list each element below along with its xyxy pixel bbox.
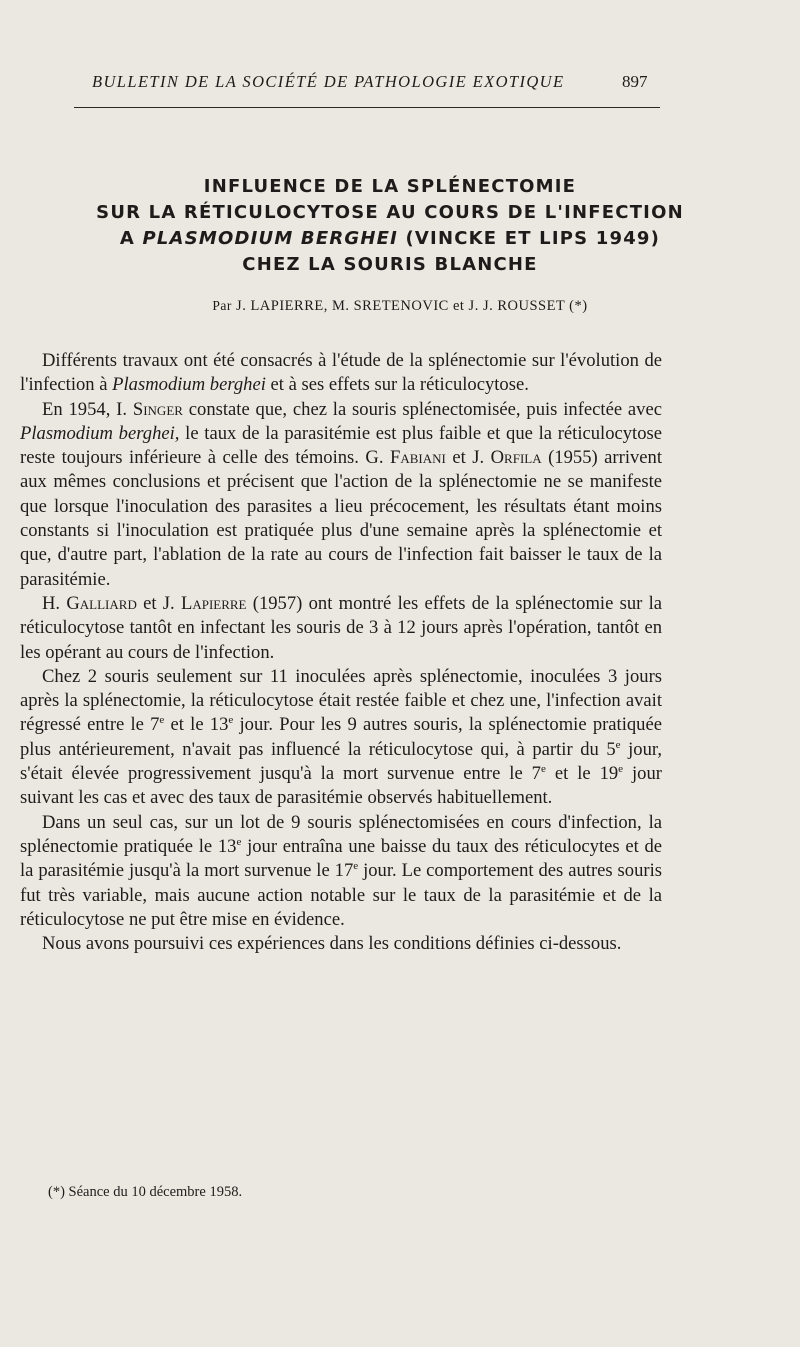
- title-line-3: [40, 226, 740, 252]
- text-run: (1957) ont montré les effets de la splénectomie sur la réticulocytose tantôt en infectant les souris de 3 à 12 jours après l'opération, tantôt en les opérant au cours de l'infection.: [20, 592, 663, 663]
- text-run: le taux de la parasitémie est plus faible et que la réticulocytose reste toujours inférieure à celle des témoins. G.: [20, 422, 663, 469]
- header-rule: [74, 107, 660, 108]
- ordinal-suffix: e: [618, 763, 624, 776]
- page-number: 897: [622, 72, 648, 91]
- title-authority: (VINCKE ET LIPS 1949): [405, 228, 661, 249]
- paragraph-1: [20, 349, 662, 398]
- paragraph-2: [20, 398, 662, 592]
- author-name: Lapierre: [180, 592, 247, 614]
- title-line-4: CHEZ LA SOURIS BLANCHE: [242, 254, 538, 275]
- author-name: Singer: [132, 398, 183, 420]
- author-name: Orfila: [490, 447, 542, 469]
- running-title: BULLETIN DE LA SOCIÉTÉ DE PATHOLOGIE EXOTIQUE: [92, 72, 565, 91]
- ordinal-suffix: e: [228, 714, 234, 727]
- text-run: et J.: [136, 592, 181, 614]
- species-name: Plasmodium berghei,: [20, 422, 180, 444]
- footnote: (*) Séance du 10 décembre 1958.: [48, 1184, 243, 1200]
- byline-prefix: Par: [212, 298, 232, 313]
- text-run: Différents travaux ont été consacrés à l'étude de la splénectomie sur l'évolution de l'infection à: [20, 350, 662, 396]
- text-run: Dans un seul cas, sur un lot de 9 souris splénectomisées en cours d'infection, la splénectomie pratiquée le 13: [20, 811, 662, 857]
- ordinal-suffix: e: [615, 738, 621, 751]
- text-run: constate que, chez la souris splénectomisée, puis infectée avec: [182, 398, 662, 420]
- text-run: jour. Pour les 9 autres souris, la splénectomie pratiquée plus antérieurement, n'avait pas influencé la réticulocytose qui, à partir du 5: [20, 714, 662, 760]
- text-run: et le 13: [164, 714, 229, 736]
- author-name: Fabiani: [389, 447, 446, 469]
- text-run: jour entraîna une baisse du taux des réticulocytes et de la parasitémie jusqu'à la mort survenue le 17: [20, 835, 663, 882]
- text-run: et le 19: [545, 763, 619, 785]
- ordinal-suffix: e: [353, 860, 359, 873]
- text-run: jour. Le comportement des autres souris fut très variable, mais aucune action notable sur le taux de la parasitémie et de la réticulocytose ne put être mise en évidence.: [20, 860, 662, 930]
- text-run: jour suivant les cas et avec des taux de parasitémie observés habituellement.: [20, 763, 662, 809]
- paragraph-3: [20, 592, 662, 665]
- author-names: J. LAPIERRE, M. SRETENOVIC et J. J. ROUSSET: [236, 298, 566, 314]
- text-run: (1955) arrivent aux mêmes conclusions et précisent que l'action de la splénectomie ne se manifeste que lorsque l'inoculation des parasites a lieu précocement, les résultats étant moins constants si l'inoculation est pratiquée plus d'une semaine après la splénectomie et que, d'autre part, l'ablation de la rate au cours de l'infection fait baisser le taux de la parasitémie.: [20, 447, 662, 590]
- text-run: En 1954, I.: [42, 398, 133, 420]
- paragraph-4: [20, 665, 662, 811]
- ordinal-suffix: e: [540, 763, 546, 776]
- title-species: PLASMODIUM BERGHEI: [142, 228, 399, 249]
- byline: [0, 298, 800, 315]
- article-title: [40, 174, 740, 278]
- paragraph-5: [20, 811, 662, 932]
- article-body: [20, 349, 662, 956]
- text-run: Chez 2 souris seulement sur 11 inoculées après splénectomie, inoculées 3 jours après la splénectomie, la réticulocytose était restée faible et chez une, l'infection avait régressé entre le 7: [20, 665, 662, 736]
- species-name: Plasmodium berghei: [112, 374, 266, 396]
- title-line-1: INFLUENCE DE LA SPLÉNECTOMIE: [203, 176, 577, 197]
- text-run: jour, s'était élevée progressivement jusqu'à la mort survenue entre le 7: [20, 738, 662, 785]
- text-run: et J.: [445, 447, 491, 469]
- running-head: [0, 70, 800, 100]
- title-prefix: A: [119, 228, 136, 249]
- author-name: Galliard: [66, 592, 137, 614]
- ordinal-suffix: e: [159, 714, 165, 727]
- paragraph-6: Nous avons poursuivi ces expériences dans les conditions définies ci-dessous.: [42, 933, 622, 955]
- text-run: et à ses effets sur la réticulocytose.: [265, 374, 529, 396]
- footnote-mark: (*): [569, 298, 588, 314]
- ordinal-suffix: e: [236, 835, 242, 848]
- title-line-2: SUR LA RÉTICULOCYTOSE AU COURS DE L'INFECTION: [96, 202, 684, 223]
- text-run: H.: [42, 592, 67, 614]
